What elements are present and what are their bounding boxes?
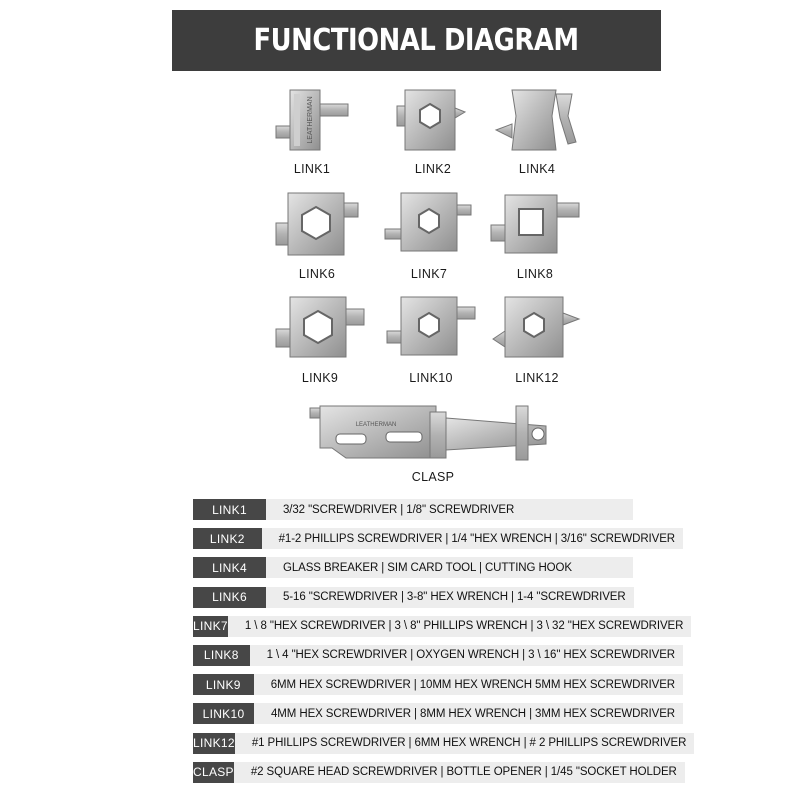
spec-row: [193, 616, 683, 637]
link9-tool-icon: [272, 293, 368, 363]
link4-tool-icon: [492, 86, 582, 154]
spec-row: [193, 557, 683, 578]
spec-row: [193, 762, 683, 783]
tool-link10: [383, 293, 479, 385]
spec-desc: 1 \ 4 "HEX SCREWDRIVER | OXYGEN WRENCH | 3 \ 16" HEX SCREWDRIVER: [250, 645, 683, 666]
tool-link2: [393, 86, 473, 176]
clasp-tool-icon: [306, 402, 560, 462]
spec-tag: LINK1: [193, 499, 266, 520]
tool-link1: [272, 86, 352, 176]
page-title: FUNCTIONAL DIAGRAM: [253, 23, 580, 58]
tool-label: LINK9: [301, 371, 339, 385]
spec-tag: CLASP: [193, 762, 234, 783]
spec-row: [193, 733, 687, 754]
spec-tag: LINK12: [193, 733, 235, 754]
spec-tag: LINK6: [193, 587, 266, 608]
tool-link12: [489, 293, 585, 385]
spec-desc: 5-16 "SCREWDRIVER | 3-8" HEX WRENCH | 1-4 "SCREWDRIVER: [266, 587, 634, 608]
spec-row: [193, 587, 683, 608]
link1-logo-text: LEATHERMAN: [307, 96, 314, 144]
tool-link6: [272, 189, 362, 281]
tool-label: CLASP: [411, 470, 455, 484]
spec-tag: LINK8: [193, 645, 250, 666]
spec-desc: #2 SQUARE HEAD SCREWDRIVER | BOTTLE OPENER | 1/45 "SOCKET HOLDER: [234, 762, 685, 783]
spec-row: [193, 528, 683, 549]
spec-desc: #1-2 PHILLIPS SCREWDRIVER | 1/4 "HEX WRENCH | 3/16" SCREWDRIVER: [262, 528, 683, 549]
spec-desc: GLASS BREAKER | SIM CARD TOOL | CUTTING HOOK: [266, 557, 633, 578]
tool-label: LINK10: [409, 371, 453, 385]
title-banner: [172, 10, 661, 71]
spec-desc: 3/32 "SCREWDRIVER | 1/8" SCREWDRIVER: [266, 499, 633, 520]
spec-table: [193, 499, 687, 791]
spec-row: [193, 499, 683, 520]
tool-label: LINK6: [298, 267, 336, 281]
tool-link8: [487, 189, 583, 281]
link1-tool-icon: [272, 86, 352, 154]
tool-label: LINK1: [293, 162, 331, 176]
link2-tool-icon: [393, 86, 473, 154]
spec-row: [193, 674, 683, 695]
clasp-logo-text: LEATHERMAN: [355, 422, 397, 428]
spec-row: [193, 645, 683, 666]
tool-label: LINK2: [414, 162, 452, 176]
tool-label: LINK12: [515, 371, 559, 385]
spec-tag: LINK9: [193, 674, 254, 695]
spec-desc: #1 PHILLIPS SCREWDRIVER | 6MM HEX WRENCH | # 2 PHILLIPS SCREWDRIVER: [235, 733, 694, 754]
tool-link7: [381, 189, 477, 281]
link10-tool-icon: [383, 293, 479, 363]
tool-label: LINK7: [410, 267, 448, 281]
tool-link4: [492, 86, 582, 176]
link7-tool-icon: [381, 189, 477, 259]
link6-tool-icon: [272, 189, 362, 259]
tool-link9: [272, 293, 368, 385]
link12-tool-icon: [489, 293, 585, 363]
spec-tag: LINK4: [193, 557, 266, 578]
spec-row: [193, 703, 683, 724]
link8-tool-icon: [487, 189, 583, 259]
spec-tag: LINK2: [193, 528, 262, 549]
tool-clasp: [306, 402, 560, 484]
spec-desc: 1 \ 8 "HEX SCREWDRIVER | 3 \ 8" PHILLIPS WRENCH | 3 \ 32 "HEX SCREWDRIVER: [228, 616, 691, 637]
tool-label: LINK8: [516, 267, 554, 281]
tool-label: LINK4: [518, 162, 556, 176]
spec-desc: 6MM HEX SCREWDRIVER | 10MM HEX WRENCH 5MM HEX SCREWDRIVER: [254, 674, 683, 695]
spec-tag: LINK7: [193, 616, 228, 637]
spec-desc: 4MM HEX SCREWDRIVER | 8MM HEX WRENCH | 3MM HEX SCREWDRIVER: [254, 703, 683, 724]
spec-tag: LINK10: [193, 703, 254, 724]
